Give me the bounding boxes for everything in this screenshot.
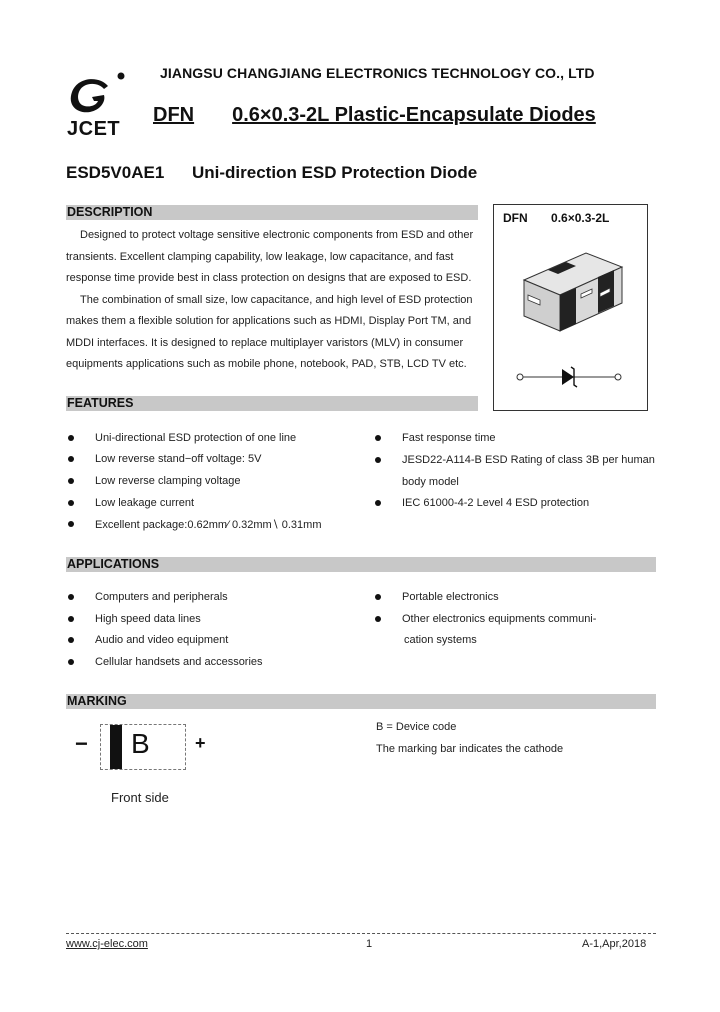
feature-item: Low reverse clamping voltage [95, 475, 241, 487]
description-line: The combination of small size, low capacitance, and high level of ESD protection [80, 293, 473, 306]
marking-legend-code: B = Device code [376, 721, 457, 733]
marking-code: B [131, 728, 150, 759]
features-heading: FEATURES [66, 396, 478, 411]
bullet-icon [375, 500, 381, 506]
tvs-diode-symbol-icon [494, 365, 647, 389]
bullet-icon [68, 456, 74, 462]
description-body [66, 225, 476, 376]
bullet-icon [375, 457, 381, 463]
feature-item: Low leakage current [95, 497, 194, 509]
application-item: Audio and video equipment [95, 634, 228, 646]
bullet-icon [68, 594, 74, 600]
bullet-icon [68, 659, 74, 665]
description-heading: DESCRIPTION [66, 205, 478, 220]
description-line: response time provide best in class protection on designs that are exposed to ESD. [66, 272, 472, 284]
applications-heading: APPLICATIONS [66, 557, 656, 572]
application-item-continued: cation systems [404, 634, 477, 646]
marking-heading: MARKING [66, 694, 656, 709]
page-number: 1 [366, 938, 373, 950]
application-item: Computers and peripherals [95, 591, 228, 603]
description-line: transients. Excellent clamping capability, low leakage, low capacitance, and fast [66, 250, 454, 263]
marking-legend-bar: The marking bar indicates the cathode [376, 743, 564, 755]
bullet-icon [68, 616, 74, 622]
application-item: Cellular handsets and accessories [95, 656, 263, 668]
package-prefix: DFN [153, 104, 195, 126]
description-line: makes them a flexible solution for applications such as HDMI, Display Port TM, and [66, 315, 472, 327]
feature-item: Fast response time [402, 432, 496, 444]
logo-text: JCET [67, 118, 121, 140]
feature-item-continued: body model [402, 476, 459, 488]
feature-item: Uni-directional ESD protection of one line [95, 432, 296, 444]
revision-date: A-1,Apr,2018 [582, 938, 647, 950]
bullet-icon [68, 637, 74, 643]
application-item: Portable electronics [402, 591, 499, 603]
application-item: High speed data lines [95, 613, 201, 625]
feature-item: IEC 61000-4-2 Level 4 ESD protection [402, 497, 589, 509]
company-name: JIANGSU CHANGJIANG ELECTRONICS TECHNOLOGY CO., LTD [160, 65, 595, 81]
package-title [153, 104, 596, 127]
description-line: equipments applications such as mobile phone, notebook, PAD, STB, LCD TV etc. [66, 358, 467, 370]
feature-item: Low reverse stand−off voltage: 5V [95, 453, 261, 465]
package-box-size: 0.6×0.3-2L [551, 211, 610, 225]
website-link[interactable]: www.cj-elec.com [66, 938, 148, 950]
cathode-bar [110, 725, 122, 769]
feature-item: JESD22-A114-B ESD Rating of class 3B per human [402, 454, 655, 466]
package-box [493, 204, 648, 411]
bullet-icon [68, 478, 74, 484]
bullet-icon [375, 594, 381, 600]
marking-outline [100, 724, 186, 770]
description-line: Designed to protect voltage sensitive electronic components from ESD and other [80, 229, 474, 241]
anode-plus-label: + [195, 733, 206, 753]
bullet-icon [68, 521, 74, 527]
bullet-icon [68, 435, 74, 441]
part-number: ESD5V0AE1 [66, 163, 165, 182]
bullet-icon [375, 616, 381, 622]
part-description: Uni-direction ESD Protection Diode [192, 163, 478, 182]
application-item: Other electronics equipments communi- [402, 613, 596, 625]
bullet-icon [68, 500, 74, 506]
feature-item: Excellent package:0.62mm⁄ 0.32mm∖ 0.31mm [95, 518, 322, 531]
front-side-label: Front side [111, 790, 169, 805]
cathode-minus-label: − [75, 731, 88, 756]
footer-divider [66, 933, 656, 935]
bullet-icon [375, 435, 381, 441]
description-line: MDDI interfaces. It is designed to replace multiplayer varistors (MLV) in consumer [66, 336, 464, 349]
package-title-text: 0.6×0.3-2L Plastic-Encapsulate Diodes [232, 104, 596, 126]
package-box-prefix: DFN [503, 211, 528, 225]
